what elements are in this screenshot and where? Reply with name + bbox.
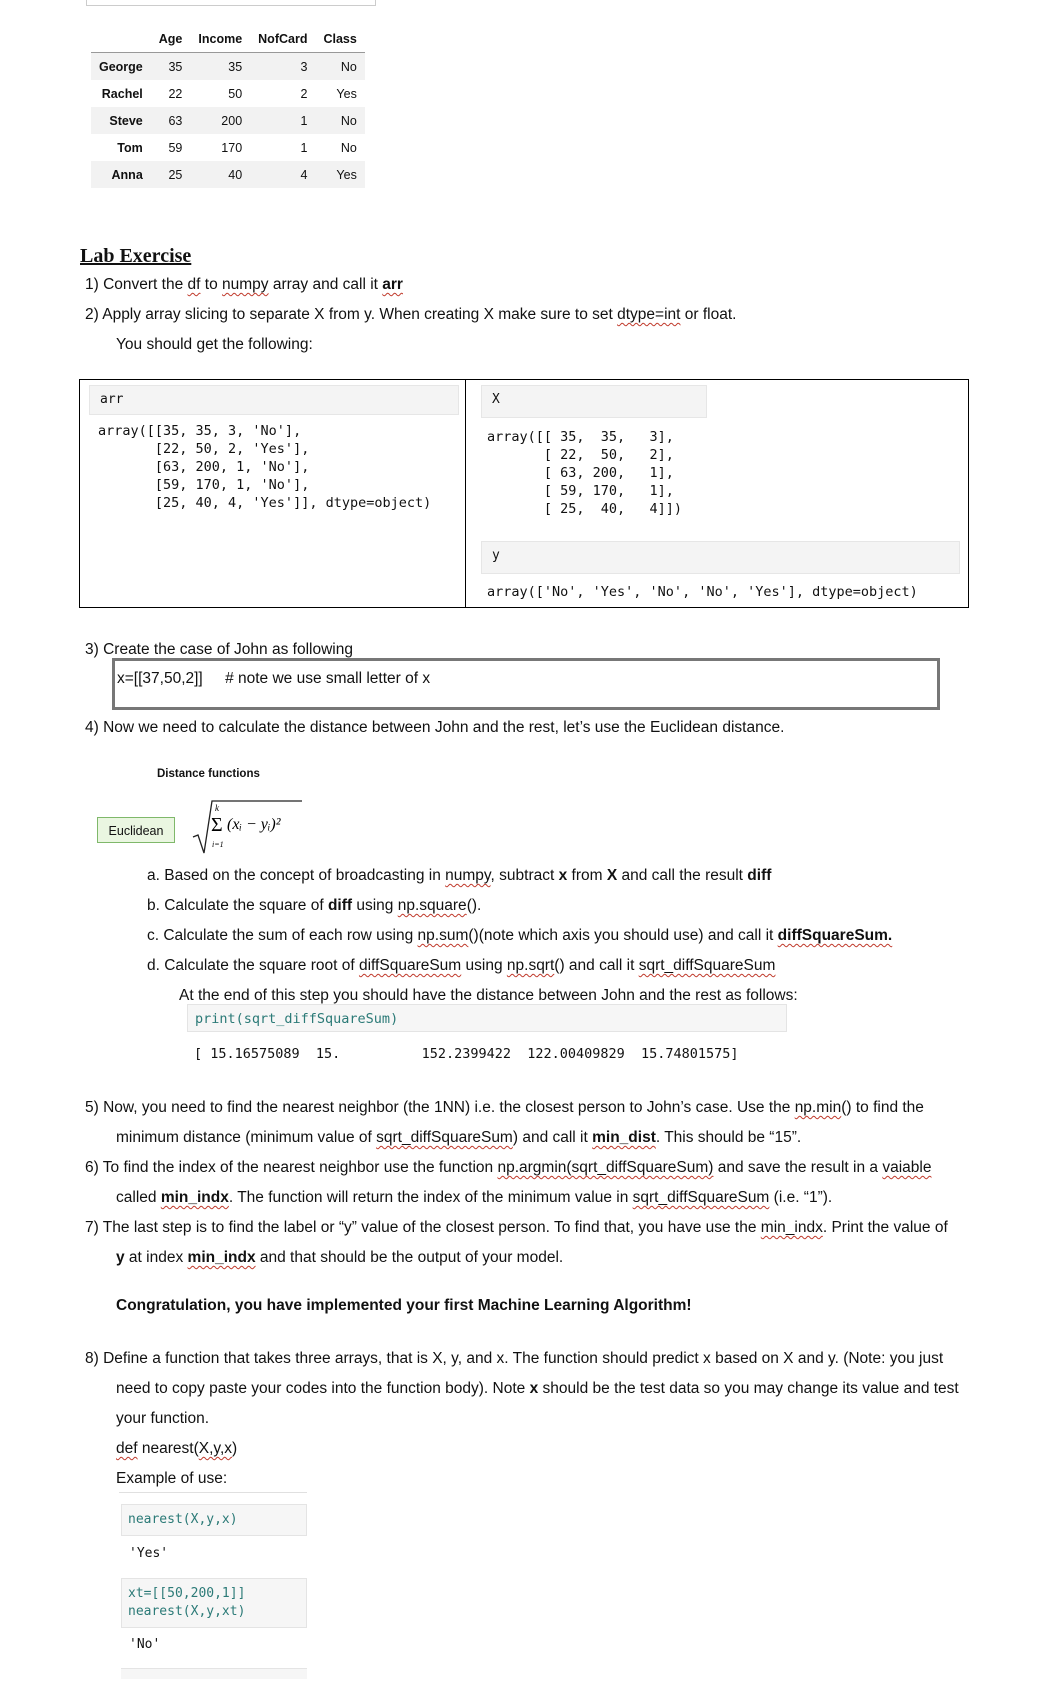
step-4d-fn: np.sqrt xyxy=(506,957,555,974)
cell-nofcard: 1 xyxy=(300,113,308,128)
step-4b xyxy=(147,896,481,916)
step-4: 4) Now we need to calculate the distance between John and the rest, let’s use the Euclidean distance. xyxy=(85,719,785,736)
step-4b-text: (). xyxy=(466,897,482,914)
step-6-name: sqrt_diffSquareSum xyxy=(632,1189,770,1206)
step-5-line-1 xyxy=(85,1098,924,1118)
example-cell-1-input: nearest(X,y,x) xyxy=(121,1504,307,1536)
row-label: George xyxy=(99,59,143,74)
def-end: ) xyxy=(232,1440,238,1457)
step-4b-diff: diff xyxy=(327,897,353,914)
step-4a-x: x xyxy=(558,867,568,884)
table-row xyxy=(91,80,365,107)
cell-nofcard: 3 xyxy=(300,59,308,74)
column-header: Age xyxy=(151,25,191,53)
step-1-text: to xyxy=(200,276,223,293)
step-4d-text: using xyxy=(461,957,507,974)
step-8-line-1: 8) Define a function that takes three arrays, that is X, y, and x. The function should predict x based on X and y. (Note: you just xyxy=(85,1350,944,1367)
step-3: 3) Create the case of John as following xyxy=(85,641,353,658)
step-2-line-2: You should get the following: xyxy=(116,336,313,353)
cell-class: No xyxy=(340,140,357,155)
step-2-text: or float. xyxy=(680,306,737,323)
distance-functions-heading: Distance functions xyxy=(157,768,260,780)
step-4a-text: , subtract xyxy=(490,867,559,884)
step-5-text: ) and call it xyxy=(512,1129,593,1146)
step-4a-numpy: numpy xyxy=(445,867,491,884)
step-7-var: min_indx xyxy=(760,1219,823,1236)
step-6-text: called xyxy=(116,1189,161,1206)
step-8-line-3: your function. xyxy=(116,1410,210,1427)
step-4b-text: b. Calculate the square of xyxy=(147,897,328,914)
step-5-line-2 xyxy=(116,1128,801,1148)
step-4c-fn: np.sum xyxy=(417,927,469,944)
arr-cell-output: array([[35, 35, 3, 'No'], [22, 50, 2, 'Yes'], [63, 200, 1, 'No'], [59, 170, 1, 'No'], [25, 40, 4, 'Yes']], dtype=object) xyxy=(98,423,432,511)
x-cell-input: X xyxy=(481,385,707,418)
step-6-text: 6) To find the index of the nearest neighbor use the function xyxy=(85,1159,498,1176)
sum-upper-limit: k xyxy=(215,803,219,813)
step-6-fn: np.argmin(sqrt_diffSquareSum) xyxy=(497,1159,714,1176)
def-name: nearest( xyxy=(137,1440,199,1457)
example-label: Example of use: xyxy=(116,1470,228,1487)
step-4a xyxy=(147,866,771,886)
step-4c-text: ()(note which axis you should use) and call it xyxy=(468,927,778,944)
step-5-var: min_dist xyxy=(592,1129,656,1146)
cell-income: 50 xyxy=(228,86,243,101)
step-6-var: min_indx xyxy=(160,1189,229,1206)
arr-cell-input: arr xyxy=(89,385,459,415)
step-4d-name2: sqrt_diffSquareSum xyxy=(638,957,776,974)
example-cell-1-output: 'Yes' xyxy=(129,1546,169,1561)
cell-class: No xyxy=(340,59,357,74)
x-cell-output: array([[ 35, 35, 3], [ 22, 50, 2], [ 63, 200, 1], [ 59, 170, 1], [ 25, 40, 4]]) xyxy=(487,429,683,517)
row-label: Steve xyxy=(109,113,143,128)
cell-age: 59 xyxy=(168,140,183,155)
top-divider xyxy=(86,0,376,6)
step-4c-text: c. Calculate the sum of each row using xyxy=(147,927,418,944)
cell-class: No xyxy=(340,113,357,128)
column-header: NofCard xyxy=(250,25,315,53)
table-row xyxy=(91,161,365,188)
step-4a-diff: diff xyxy=(747,867,772,884)
step-5-text: . This should be “15”. xyxy=(655,1129,802,1146)
step-4b-fn: np.square xyxy=(397,897,467,914)
step-4a-text: and call the result xyxy=(617,867,748,884)
john-case-code xyxy=(117,669,430,689)
table-header-row xyxy=(91,25,365,53)
sigma-icon: Σ xyxy=(211,814,223,836)
step-4d-text: () and call it xyxy=(554,957,639,974)
step-4a-X: X xyxy=(606,867,618,884)
cell-age: 63 xyxy=(168,113,183,128)
euclidean-label: Euclidean xyxy=(97,817,175,843)
cell-age: 35 xyxy=(168,59,183,74)
step-4-end-text: At the end of this step you should have the distance between John and the rest as follows: xyxy=(179,987,798,1004)
step-4a-text: a. Based on the concept of broadcasting in xyxy=(147,867,446,884)
step-6-text: (i.e. “1”). xyxy=(769,1189,833,1206)
column-header xyxy=(91,25,151,53)
formula-body: (xᵢ − yᵢ)² xyxy=(227,816,281,833)
y-cell-input: y xyxy=(481,541,960,574)
step-2 xyxy=(85,305,736,325)
step-6-text: . The function will return the index of the minimum value in xyxy=(228,1189,633,1206)
step-1-arr: arr xyxy=(382,276,403,293)
print-cell-output: [ 15.16575089 15. 152.2399422 122.00409829 15.74801575] xyxy=(194,1046,739,1062)
step-7-text: 7) The last step is to find the label or “y” value of the closest person. To find that, you have use the xyxy=(85,1219,761,1236)
example-cell-2-input: xt=[[50,200,1]] nearest(X,y,xt) xyxy=(121,1578,307,1628)
cell-nofcard: 4 xyxy=(300,167,308,182)
step-8-x: x xyxy=(529,1380,539,1397)
cell-nofcard: 2 xyxy=(300,86,308,101)
cell-class: Yes xyxy=(336,167,357,182)
dataframe xyxy=(91,25,365,188)
cell-age: 25 xyxy=(168,167,183,182)
cell-nofcard: 1 xyxy=(300,140,308,155)
step-4d-text: d. Calculate the square root of xyxy=(147,957,359,974)
table-row xyxy=(91,107,365,134)
step-5-text: () to find the xyxy=(841,1099,924,1116)
step-6-vaiable: vaiable xyxy=(882,1159,932,1176)
step-4c xyxy=(147,926,892,946)
step-8-text: need to copy paste your codes into the function body). Note xyxy=(116,1380,530,1397)
step-2-dtype: dtype=int xyxy=(617,306,681,323)
next-cell-edge xyxy=(121,1668,307,1679)
step-7-text: at index xyxy=(124,1249,188,1266)
table-row xyxy=(91,53,365,81)
step-6-line-1 xyxy=(85,1158,931,1178)
row-label: Rachel xyxy=(101,86,143,101)
def-args: X,y,x xyxy=(198,1440,233,1457)
step-5-fn: np.min xyxy=(794,1099,842,1116)
step-8-text: should be the test data so you may change its value and test xyxy=(538,1380,959,1397)
step-4a-text: from xyxy=(567,867,607,884)
dataframe-table xyxy=(91,25,365,188)
step-4b-text: using xyxy=(352,897,398,914)
step-4c-name: diffSquareSum. xyxy=(777,927,893,944)
step-5-name: sqrt_diffSquareSum xyxy=(376,1129,513,1146)
row-label: Tom xyxy=(117,140,143,155)
john-case-assignment: x=[[37,50,2]] xyxy=(117,670,203,687)
step-1-df: df xyxy=(187,276,201,293)
cell-income: 200 xyxy=(221,113,243,128)
sum-lower-limit: i=1 xyxy=(212,840,224,849)
step-1-numpy: numpy xyxy=(222,276,269,293)
step-1-text: 1) Convert the xyxy=(85,276,188,293)
column-header: Income xyxy=(190,25,250,53)
cell-income: 40 xyxy=(228,167,243,182)
y-cell-output: array(['No', 'Yes', 'No', 'No', 'Yes'], dtype=object) xyxy=(487,584,918,600)
step-5-text: minimum distance (minimum value of xyxy=(116,1129,377,1146)
step-7-text: . Print the value of xyxy=(822,1219,948,1236)
step-1-text: array and call it xyxy=(268,276,383,293)
euclidean-formula xyxy=(190,795,310,857)
def-signature xyxy=(116,1439,237,1459)
step-8-line-2 xyxy=(116,1379,959,1399)
column-header: Class xyxy=(315,25,364,53)
step-4d-name: diffSquareSum xyxy=(358,957,462,974)
print-cell-input: print(sqrt_diffSquareSum) xyxy=(187,1004,787,1032)
row-label: Anna xyxy=(111,167,143,182)
step-6-line-2 xyxy=(116,1188,832,1208)
cell-income: 170 xyxy=(221,140,243,155)
table-row xyxy=(91,134,365,161)
output-box-divider xyxy=(465,379,466,608)
john-case-comment: # note we use small letter of x xyxy=(225,670,431,687)
step-1 xyxy=(85,275,403,295)
step-5-text: 5) Now, you need to find the nearest neighbor (the 1NN) i.e. the closest person to John’s case. Use the xyxy=(85,1099,795,1116)
step-7-text: and that should be the output of your model. xyxy=(255,1249,564,1266)
step-2-text: 2) Apply array slicing to separate X from y. When creating X make sure to set xyxy=(85,306,618,323)
step-4d xyxy=(147,956,775,976)
cell-separator xyxy=(119,1492,307,1493)
congrats-message: Congratulation, you have implemented your first Machine Learning Algorithm! xyxy=(116,1297,692,1314)
cell-income: 35 xyxy=(228,59,243,74)
step-7-line-2 xyxy=(116,1248,563,1268)
cell-age: 22 xyxy=(168,86,183,101)
lab-title: Lab Exercise xyxy=(80,245,192,267)
step-6-text: and save the result in a xyxy=(713,1159,883,1176)
def-keyword: def xyxy=(116,1440,138,1457)
step-7-line-1 xyxy=(85,1218,948,1238)
example-cell-2-output: 'No' xyxy=(129,1637,161,1652)
step-7-y: y xyxy=(116,1249,125,1266)
step-7-var2: min_indx xyxy=(187,1249,256,1266)
cell-class: Yes xyxy=(336,86,357,101)
